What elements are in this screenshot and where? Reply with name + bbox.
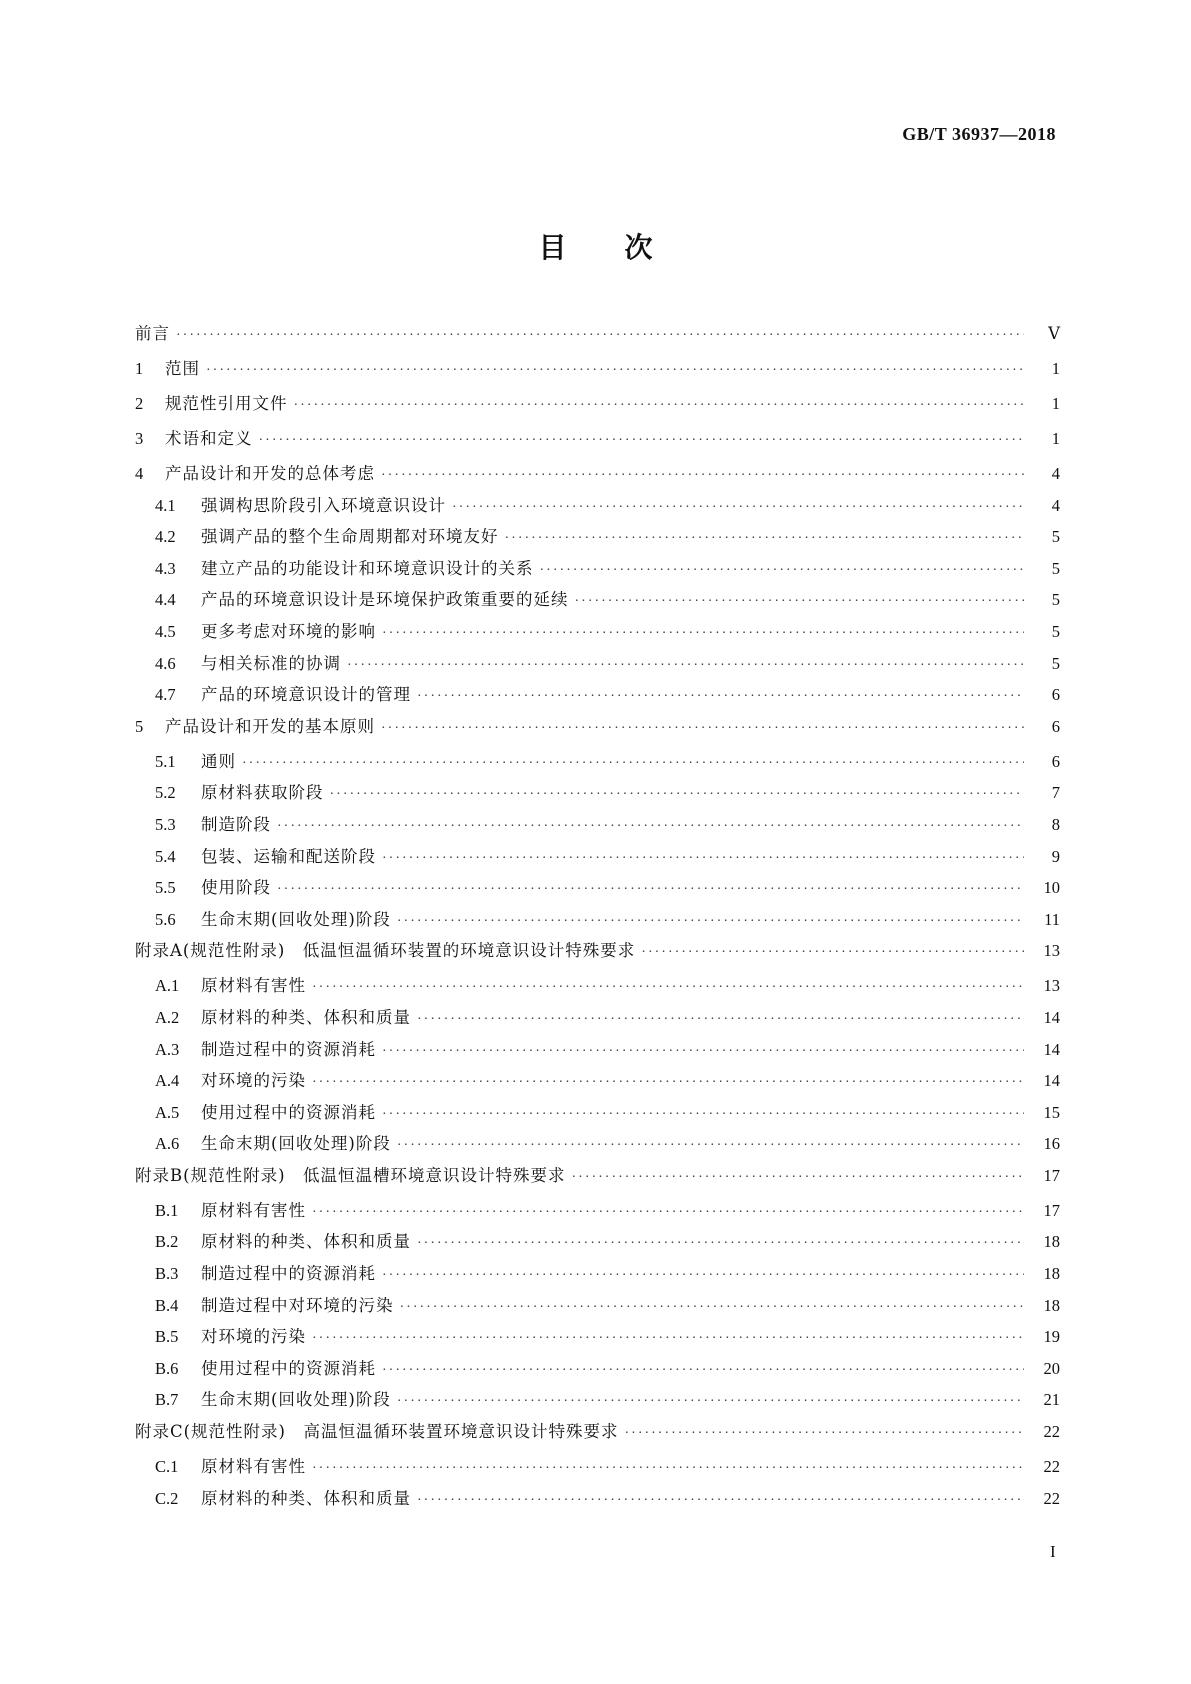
toc-entry[interactable] — [135, 1418, 1060, 1453]
toc-entry-page: 13 — [1043, 941, 1060, 961]
toc-leader-dots — [294, 398, 1025, 414]
toc-entry-number: B.6 — [155, 1358, 179, 1378]
toc-entry-number: 2 — [135, 394, 144, 413]
toc-entry-title: 更多考虑对环境的影响 — [201, 621, 376, 641]
toc-entry[interactable] — [135, 425, 1060, 460]
toc-entry-number: 4.2 — [155, 527, 176, 547]
toc-entry-title: 生命末期(回收处理)阶段 — [201, 909, 391, 929]
toc-entry-number: B.4 — [155, 1295, 179, 1315]
toc-entry[interactable] — [135, 523, 1060, 555]
toc-entry-number: 5 — [135, 716, 144, 736]
toc-entry-page: 8 — [1051, 814, 1060, 834]
toc-leader-dots — [625, 1426, 1025, 1442]
toc-entry[interactable] — [135, 1355, 1060, 1387]
toc-entry-page: 11 — [1044, 909, 1060, 929]
toc-entry-page: 14 — [1043, 1039, 1060, 1059]
toc-entry-number: B.1 — [155, 1200, 179, 1220]
toc-entry-number: 5.1 — [155, 751, 176, 771]
toc-entry-number: A.3 — [155, 1039, 180, 1059]
toc-entry-title: 原材料的种类、体积和质量 — [201, 1488, 411, 1508]
toc-entry-title: 对环境的污染 — [201, 1327, 306, 1347]
toc-entry-page: 4 — [1051, 495, 1060, 515]
toc-entry-title: 前言 — [135, 324, 170, 343]
toc-entry-title: 术语和定义 — [165, 429, 253, 448]
toc-entry-title: 附录A(规范性附录) 低温恒温循环装置的环境意识设计特殊要求 — [135, 941, 636, 961]
toc-entry-number: A.2 — [155, 1007, 180, 1027]
toc-entry-title: 生命末期(回收处理)阶段 — [201, 1390, 391, 1410]
toc-entry-page: 22 — [1043, 1488, 1060, 1508]
toc-entry[interactable] — [135, 748, 1060, 780]
toc-entry-page: 14 — [1043, 1071, 1060, 1091]
toc-entry-number: B.7 — [155, 1390, 179, 1410]
toc-entry[interactable] — [135, 1228, 1060, 1260]
toc-leader-dots — [397, 1394, 1024, 1410]
toc-leader-dots — [572, 1170, 1025, 1186]
toc-leader-dots — [397, 1138, 1024, 1154]
toc-leader-dots — [397, 914, 1024, 930]
toc-entry-number: 5.4 — [155, 846, 176, 866]
toc-leader-dots — [277, 882, 1024, 898]
toc-entry-page: 13 — [1043, 976, 1060, 996]
toc-entry-title: 制造过程中对环境的污染 — [201, 1295, 394, 1315]
toc-entry-number: 4.3 — [155, 558, 176, 578]
toc-entry-number: 4.4 — [155, 590, 176, 610]
toc-entry[interactable] — [135, 843, 1060, 875]
toc-entry-page: 7 — [1051, 783, 1060, 803]
toc-entry-title: 制造过程中的资源消耗 — [201, 1039, 376, 1059]
toc-entry-page: Ⅴ — [1048, 324, 1060, 343]
toc-entry-title: 原材料的种类、体积和质量 — [201, 1232, 411, 1252]
toc-entry-number: 5.6 — [155, 909, 176, 929]
toc-entry[interactable] — [135, 1386, 1060, 1418]
toc-entry-page: 4 — [1051, 464, 1060, 483]
toc-entry-title: 产品设计和开发的总体考虑 — [165, 464, 375, 483]
toc-leader-dots — [382, 1363, 1024, 1379]
toc-leader-dots — [312, 980, 1024, 996]
toc-leader-dots — [259, 433, 1025, 449]
toc-leader-dots — [277, 819, 1024, 835]
toc-entry-number: 5.5 — [155, 878, 176, 898]
toc-entry-title: 范围 — [165, 359, 200, 378]
toc-entry-title: 产品设计和开发的基本原则 — [165, 716, 375, 736]
toc-leader-dots — [575, 594, 1025, 610]
toc-leader-dots — [417, 689, 1024, 705]
toc-entry-title: 与相关标准的协调 — [201, 653, 341, 673]
standard-code: GB/T 36937—2018 — [902, 124, 1056, 144]
toc-entry-number: 4.5 — [155, 621, 176, 641]
toc-entry-title: 附录C(规范性附录) 高温恒温循环装置环境意识设计特殊要求 — [135, 1422, 619, 1442]
toc-entry-page: 5 — [1051, 558, 1060, 578]
toc-entry-page: 22 — [1043, 1422, 1060, 1442]
toc-entry[interactable] — [135, 713, 1060, 748]
toc-entry-title: 原材料有害性 — [201, 1200, 306, 1220]
toc-entry[interactable] — [135, 1453, 1060, 1485]
toc-entry-title: 附录B(规范性附录) 低温恒温槽环境意识设计特殊要求 — [135, 1165, 566, 1185]
toc-leader-dots — [417, 1012, 1024, 1028]
toc-entry-title: 通则 — [201, 751, 236, 771]
toc-entry-title: 原材料的种类、体积和质量 — [201, 1007, 411, 1027]
toc-entry-title: 规范性引用文件 — [165, 394, 288, 413]
toc-leader-dots — [312, 1205, 1024, 1221]
toc-entry-number: 3 — [135, 429, 144, 448]
toc-entry-page: 1 — [1051, 359, 1060, 378]
toc-entry-number: A.5 — [155, 1102, 180, 1122]
toc-entry-title: 使用阶段 — [201, 878, 271, 898]
toc-entry-page: 21 — [1043, 1390, 1060, 1410]
toc-leader-dots — [381, 468, 1024, 484]
toc-entry-page: 6 — [1051, 685, 1060, 705]
toc-leader-dots — [400, 1300, 1025, 1316]
toc-entry-title: 原材料有害性 — [201, 976, 306, 996]
toc-entry-number: 4 — [135, 464, 144, 483]
page-number: I — [1050, 1542, 1056, 1561]
toc-leader-dots — [381, 721, 1024, 737]
toc-entry-page: 1 — [1051, 394, 1060, 413]
toc-entry[interactable] — [135, 906, 1060, 938]
toc-entry-page: 17 — [1043, 1165, 1060, 1185]
toc-entry-title: 包装、运输和配送阶段 — [201, 846, 376, 866]
table-of-contents — [135, 320, 1060, 1516]
toc-entry-page: 6 — [1051, 716, 1060, 736]
toc-entry-title: 建立产品的功能设计和环境意识设计的关系 — [201, 558, 534, 578]
toc-leader-dots — [382, 1268, 1024, 1284]
toc-entry[interactable] — [135, 937, 1060, 972]
toc-entry-number: 5.3 — [155, 814, 176, 834]
toc-entry[interactable] — [135, 1067, 1060, 1099]
toc-entry-page: 18 — [1043, 1232, 1060, 1252]
toc-entry-number: B.3 — [155, 1264, 179, 1284]
toc-entry-title: 制造过程中的资源消耗 — [201, 1264, 376, 1284]
toc-entry[interactable] — [135, 320, 1060, 355]
toc-entry[interactable] — [135, 492, 1060, 524]
toc-entry-number: 1 — [135, 359, 144, 378]
toc-entry-page: 5 — [1051, 653, 1060, 673]
toc-entry-page: 6 — [1051, 751, 1060, 771]
toc-entry-page: 22 — [1043, 1457, 1060, 1477]
toc-entry[interactable] — [135, 1292, 1060, 1324]
toc-entry-page: 5 — [1051, 527, 1060, 547]
toc-entry-number: C.1 — [155, 1457, 179, 1477]
page-title-second-char: 次 — [624, 231, 653, 264]
toc-entry-title: 原材料有害性 — [201, 1457, 306, 1477]
toc-entry-number: 4.7 — [155, 685, 176, 705]
toc-leader-dots — [330, 787, 1025, 803]
toc-entry-page: 15 — [1043, 1102, 1060, 1122]
toc-leader-dots — [641, 945, 1024, 961]
toc-leader-dots — [417, 1236, 1024, 1252]
toc-entry-title: 产品的环境意识设计的管理 — [201, 685, 411, 705]
toc-entry-title: 强调产品的整个生命周期都对环境友好 — [201, 527, 499, 547]
toc-entry-title: 对环境的污染 — [201, 1071, 306, 1091]
toc-leader-dots — [382, 1044, 1024, 1060]
toc-entry[interactable] — [135, 355, 1060, 390]
toc-entry-title: 强调构思阶段引入环境意识设计 — [201, 495, 446, 515]
toc-entry[interactable] — [135, 1162, 1060, 1197]
toc-entry-number: 4.6 — [155, 653, 176, 673]
toc-entry-number: A.4 — [155, 1071, 180, 1091]
toc-entry-page: 16 — [1043, 1134, 1060, 1154]
toc-entry[interactable] — [135, 390, 1060, 425]
toc-entry[interactable] — [135, 1036, 1060, 1068]
toc-entry-page: 10 — [1043, 878, 1060, 898]
toc-entry[interactable] — [135, 779, 1060, 811]
toc-entry-page: 14 — [1043, 1007, 1060, 1027]
toc-leader-dots — [417, 1493, 1024, 1509]
toc-entry[interactable] — [135, 1260, 1060, 1292]
toc-entry-number: B.2 — [155, 1232, 179, 1252]
toc-leader-dots — [382, 851, 1024, 867]
toc-leader-dots — [312, 1331, 1024, 1347]
toc-entry[interactable] — [135, 460, 1060, 492]
toc-entry[interactable] — [135, 972, 1060, 1004]
toc-entry[interactable] — [135, 874, 1060, 906]
toc-entry-page: 5 — [1051, 590, 1060, 610]
toc-leader-dots — [176, 328, 1024, 344]
toc-entry[interactable] — [135, 1323, 1060, 1355]
toc-entry-title: 产品的环境意识设计是环境保护政策重要的延续 — [201, 590, 569, 610]
toc-entry-number: A.1 — [155, 976, 180, 996]
toc-entry[interactable] — [135, 811, 1060, 843]
page-title-first-char: 目 — [538, 231, 567, 264]
toc-leader-dots — [312, 1461, 1024, 1477]
toc-entry-title: 使用过程中的资源消耗 — [201, 1102, 376, 1122]
toc-entry-number: 4.1 — [155, 495, 176, 515]
toc-entry-page: 9 — [1051, 846, 1060, 866]
toc-leader-dots — [540, 563, 1025, 579]
toc-leader-dots — [452, 500, 1024, 516]
toc-entry-page: 19 — [1043, 1327, 1060, 1347]
toc-entry[interactable] — [135, 1130, 1060, 1162]
toc-entry[interactable] — [135, 1485, 1060, 1517]
toc-leader-dots — [505, 531, 1025, 547]
toc-entry[interactable] — [135, 618, 1060, 650]
toc-entry-title: 生命末期(回收处理)阶段 — [201, 1134, 391, 1154]
toc-entry-title: 使用过程中的资源消耗 — [201, 1358, 376, 1378]
toc-leader-dots — [206, 363, 1024, 379]
toc-entry-title: 原材料获取阶段 — [201, 783, 324, 803]
toc-entry-page: 17 — [1043, 1200, 1060, 1220]
toc-entry-title: 制造阶段 — [201, 814, 271, 834]
toc-entry-page: 18 — [1043, 1295, 1060, 1315]
toc-leader-dots — [242, 756, 1024, 772]
toc-entry-number: B.5 — [155, 1327, 179, 1347]
toc-entry-page: 20 — [1043, 1358, 1060, 1378]
toc-entry[interactable] — [135, 1099, 1060, 1131]
toc-entry[interactable] — [135, 1197, 1060, 1229]
toc-leader-dots — [382, 1107, 1024, 1123]
toc-entry-page: 5 — [1051, 621, 1060, 641]
toc-leader-dots — [347, 658, 1024, 674]
toc-entry-number: A.6 — [155, 1134, 180, 1154]
toc-entry[interactable] — [135, 681, 1060, 713]
toc-entry-page: 18 — [1043, 1264, 1060, 1284]
toc-entry[interactable] — [135, 650, 1060, 682]
toc-leader-dots — [382, 626, 1024, 642]
toc-entry[interactable] — [135, 1004, 1060, 1036]
toc-entry-page: 1 — [1051, 429, 1060, 448]
toc-entry[interactable] — [135, 555, 1060, 587]
toc-entry[interactable] — [135, 586, 1060, 618]
page-title — [0, 226, 1191, 266]
toc-entry-number: C.2 — [155, 1488, 179, 1508]
toc-entry-number: 5.2 — [155, 783, 176, 803]
toc-leader-dots — [312, 1075, 1024, 1091]
